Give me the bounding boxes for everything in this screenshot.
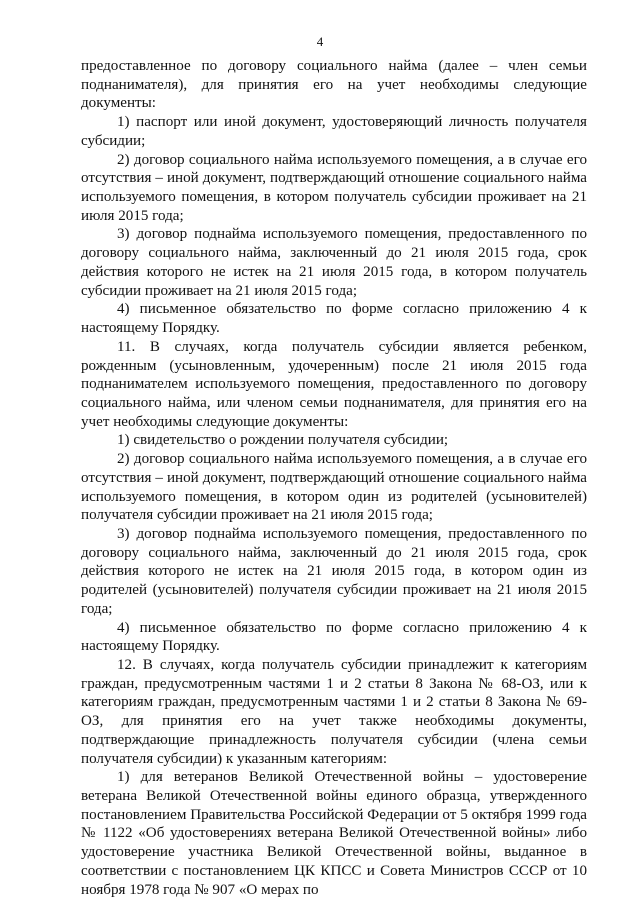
paragraph: 12. В случаях, когда получатель субсидии принадлежит к категориям граждан, предусмотренным частями 1 и 2 статьи 8 Закона № 68-ОЗ, или к категориям граждан, предусмотренным частями 1 и 2 статьи 8 Закона № 69-ОЗ, для принятия его на учет также необходимы документы, подтверждающие принадлежность получателя субсидии (члена семьи получателя субсидии) к указанным категориям: bbox=[81, 657, 587, 767]
paragraph: 2) договор социального найма используемого помещения, а в случае его отсутствия – иной документ, подтверждающий отношение социального найма используемого помещения, в котором получатель субсидии проживает на 21 июля 2015 года; bbox=[81, 151, 587, 224]
paragraph: 4) письменное обязательство по форме согласно приложению 4 к настоящему Порядку. bbox=[81, 619, 587, 655]
document-body bbox=[81, 57, 587, 899]
paragraph: 4) письменное обязательство по форме согласно приложению 4 к настоящему Порядку. bbox=[81, 301, 587, 337]
paragraph: 1) паспорт или иной документ, удостоверяющий личность получателя субсидии; bbox=[81, 114, 587, 149]
paragraph: 1) свидетельство о рождении получателя субсидии; bbox=[117, 432, 449, 449]
paragraph: 2) договор социального найма используемого помещения, а в случае его отсутствия – иной документ, подтверждающий отношение социального найма используемого помещения, в котором один из родителей (усыновителей) получателя субсидии проживает на 21 июля 2015 года; bbox=[81, 451, 587, 524]
page-number: 4 bbox=[316, 34, 324, 49]
paragraph: 11. В случаях, когда получатель субсидии является ребенком, рожденным (усыновленным, удочеренным) после 21 июля 2015 года поднанимателем используемого помещения, предоставленного по договору социального найма, или членом семьи поднанимателя, для принятия его на учет необходимы следующие документы: bbox=[81, 338, 587, 430]
paragraph: 3) договор поднайма используемого помещения, предоставленного по договору социального найма, заключенный до 21 июля 2015 года, срок действия которого не истек на 21 июля 2015 года, в котором один из родителей (усыновителей) получателя субсидии проживает на 21 июля 2015 года; bbox=[81, 525, 587, 617]
paragraph: 3) договор поднайма используемого помещения, предоставленного по договору социального найма, заключенный до 21 июля 2015 года, срок действия которого не истек на 21 июля 2015 года, в котором получатель субсидии проживает на 21 июля 2015 года; bbox=[81, 226, 587, 299]
paragraph: предоставленное по договору социального найма (далее – член семьи поднанимателя), для принятия его на учет необходимы следующие документы: bbox=[81, 58, 587, 112]
paragraph: 1) для ветеранов Великой Отечественной войны – удостоверение ветерана Великой Отечественной войны единого образца, утвержденного постановлением Правительства Российской Федерации от 5 октября 1999 года № 1122 «Об удостоверениях ветерана Великой Отечественной войны» либо удостоверение участника Великой Отечественной войны, выданное в соответствии с постановлением ЦК КПСС и Совета Министров СССР от 10 ноября 1978 года № 907 «О мерах по bbox=[81, 769, 587, 898]
